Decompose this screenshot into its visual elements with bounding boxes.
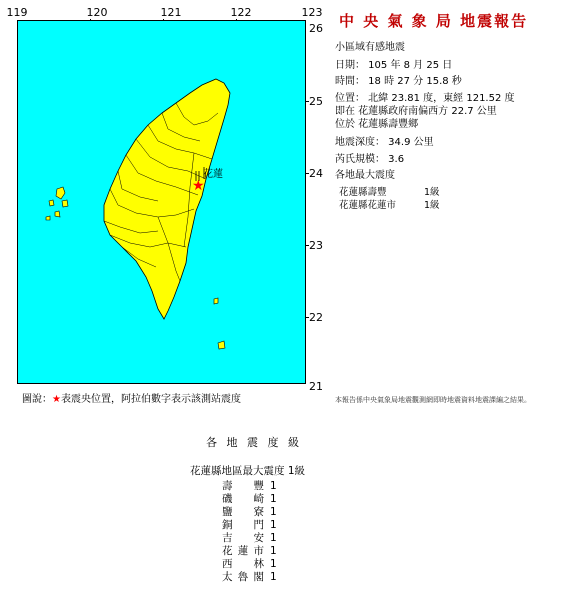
lon-label-123: 123: [301, 6, 323, 19]
station-row: [222, 556, 277, 569]
legend-star-icon: ★: [52, 394, 61, 405]
map-legend: [22, 390, 241, 405]
station-intensity: 1: [270, 571, 277, 583]
epicenter-star: ★: [192, 178, 205, 194]
station-name: 太魯閣: [222, 571, 264, 583]
report-date: 日期： 105 年 8 月 25 日: [335, 60, 453, 71]
epicenter-label: 花蓮: [203, 169, 223, 180]
station-intensity: 1: [270, 519, 277, 531]
taiwan-map-svg: [18, 21, 306, 384]
epicenter-map: [17, 20, 306, 384]
lat-label-23: 23: [309, 239, 323, 252]
lat-label-26: 26: [309, 22, 323, 35]
lat-label-22: 22: [309, 311, 323, 324]
max-intensity-station: 花蓮縣花蓮市: [339, 200, 397, 211]
station-row: [222, 478, 277, 491]
green-island: [214, 298, 218, 304]
station-row: [222, 504, 277, 517]
penghu-islands: [46, 187, 68, 220]
station-name: 花蓮市: [222, 545, 264, 557]
lat-label-25: 25: [309, 95, 323, 108]
report-magnitude: 芮氏規模： 3.6: [335, 154, 405, 165]
region-max-intensity: 花蓮縣地區最大震度 1級: [190, 465, 306, 477]
orchid-island: [218, 341, 225, 349]
lon-label-122: 122: [230, 6, 252, 19]
station-intensity: 1: [270, 532, 277, 544]
max-intensity-station: 花蓮縣壽豐: [339, 187, 387, 198]
max-intensity-value: 1級: [424, 200, 440, 211]
station-name: 吉安: [222, 532, 264, 544]
lon-label-119: 119: [6, 6, 28, 19]
station-name: 鹽寮: [222, 506, 264, 518]
station-name: 銅門: [222, 519, 264, 531]
max-intensity-value: 1級: [424, 187, 440, 198]
intensity-section-title: 各 地 震 度 級: [206, 436, 302, 449]
station-intensity: 1: [270, 506, 277, 518]
taiwan-island: [104, 79, 230, 319]
station-name: 西林: [222, 558, 264, 570]
station-row: [222, 543, 277, 556]
station-row: [222, 517, 277, 530]
lon-label-120: 120: [86, 6, 108, 19]
report-position: 位置： 北緯 23.81 度，東經 121.52 度: [335, 93, 515, 104]
lon-label-121: 121: [160, 6, 182, 19]
report-title: 中 央 氣 象 局 地震報告: [339, 12, 529, 30]
station-name: 磯崎: [222, 493, 264, 505]
station-row: [222, 569, 277, 582]
station-intensity: 1: [270, 493, 277, 505]
report-located-township: 位於 花蓮縣壽豐鄉: [335, 119, 419, 130]
report-subtitle: 小區域有感地震: [335, 42, 405, 53]
station-intensity: 1: [270, 558, 277, 570]
station-row: [222, 530, 277, 543]
station-name: 壽豐: [222, 480, 264, 492]
lat-label-24: 24: [309, 167, 323, 180]
report-time: 時間： 18 時 27 分 15.8 秒: [335, 76, 462, 87]
report-relative-location: 即在 花蓮縣政府南偏西方 22.7 公里: [335, 106, 497, 117]
lat-label-21: 21: [309, 380, 323, 393]
station-row: [222, 491, 277, 504]
report-disclaimer: 本報告係中央氣象局地震觀測網即時地震資料地震課編之結果。: [335, 396, 531, 404]
station-intensity: 1: [270, 545, 277, 557]
max-intensity-heading: 各地最大震度: [335, 170, 395, 181]
station-intensity: 1: [270, 480, 277, 492]
legend-prefix: 圖說：: [22, 394, 52, 405]
report-depth: 地震深度： 34.9 公里: [335, 137, 434, 148]
legend-text: 表震央位置，阿拉伯數字表示該測站震度: [60, 394, 241, 405]
